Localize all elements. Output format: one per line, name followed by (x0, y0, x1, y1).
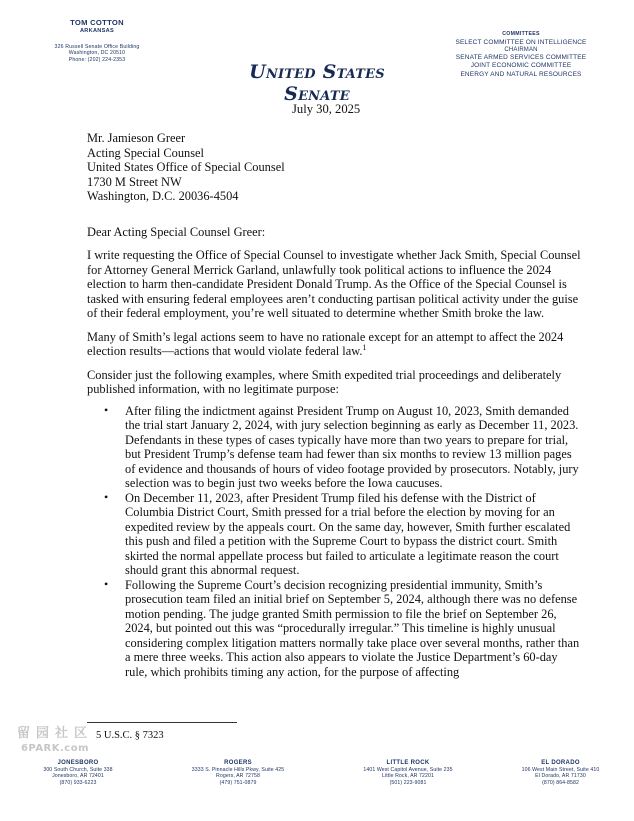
watermark-site: 6PARK.com (20, 743, 90, 754)
list-item (87, 578, 581, 680)
office-address: 300 South Church, Suite 338 (43, 767, 113, 773)
office-phone: (479) 751-0879 (219, 779, 257, 786)
examples-list (87, 404, 581, 680)
committee-item: ENERGY AND NATURAL RESOURCES (460, 70, 582, 78)
committee-item: JOINT ECONOMIC COMMITTEE (470, 62, 572, 70)
senator-state: ARKANSAS (79, 28, 115, 34)
office-city-state: Jonesboro, AR 72401 (52, 773, 104, 780)
letter-date: July 30, 2025 (292, 102, 361, 116)
paragraph (87, 330, 581, 359)
list-item-text: After filing the indictment against President Trump on August 10, 2023, Smith demanded the trial start January 2, 2024, with jury selection beginning as early as December 11, 2023. Defendants in these types of cases typically have more than two years to prepare for trial, but President Trump’s defense team had fewer than six months to review 13 million pages of evidence and thousands of hours of video footage provided by prosecutors. Notably, jury selection was to begin just two weeks before the Iowa caucuses. (125, 403, 579, 490)
sender-address-line: Washington, DC 20510 (68, 50, 126, 57)
office-jonesboro (18, 760, 138, 786)
committee-role: CHAIRMAN (504, 46, 538, 53)
committees-block (426, 31, 616, 79)
bullet-icon: • (104, 402, 109, 417)
committee-item: SENATE ARMED SERVICES COMMITTEE (455, 54, 587, 62)
office-address: 1401 West Capitol Avenue, Suite 235 (363, 767, 453, 773)
office-rogers (168, 760, 308, 786)
footnote-divider (87, 722, 237, 723)
office-address: 3333 S. Pinnacle Hills Pkwy, Suite 425 (191, 767, 285, 773)
office-little-rock (338, 760, 478, 786)
office-city: EL DORADO (541, 760, 580, 766)
paragraph-text: Many of Smith’s legal actions seem to have no rationale except for an attempt to affect the 2024 election results—actions that would violate federal law. (87, 329, 564, 358)
list-item (87, 404, 581, 491)
list-item-text: On December 11, 2023, after President Trump filed his defense with the District of Columbia District Court, Smith pressed for a trial before the election by moving for an expedited review by the appeals court. On the same day, however, Smith further escalated this push and filed a petition with the Supreme Court to bypass the district court. Smith skirted the normal appellate process but failed to articulate a legitimate reason the court should grant this abnormal request. (125, 490, 571, 577)
office-el-dorado (503, 760, 618, 786)
list-item-text: Following the Supreme Court’s decision recognizing presidential immunity, Smith’s prosecution team filed an initial brief on September 5, 2024, although there was no defense motion pending. The judge granted Smith permission to file the brief on September 26, 2024, but pointed out this was “procedurally irregular.” This timeline is highly unusual considering complex litigation matters normally take place over several months, rather than a mere three weeks. This action also appears to violate the Justice Department’s 60-day rule, which prohibits timing any action, for the purpose of affecting (125, 577, 580, 679)
sender-block (22, 18, 172, 63)
paragraph: I write requesting the Office of Special Counsel to investigate whether Jack Smith, Special Counsel for Attorney General Merrick Garland, unlawfully took political actions to influence the 2024 election to harm then-candidate President Donald Trump. As the Office of the Special Counsel is tasked with ensuring federal employees aren’t conducting partisan political activity under the guise of their federal employment, you’re well situated to determine whether Smith broke the law. (87, 248, 581, 320)
list-item (87, 491, 581, 578)
office-city: JONESBORO (57, 760, 99, 766)
salutation: Dear Acting Special Counsel Greer: (87, 224, 266, 239)
watermark-text: 留园社区 (16, 726, 93, 741)
office-city-state: Rogers, AR 72758 (216, 773, 260, 780)
addressee-line: 1730 M Street NW (87, 174, 182, 189)
office-city: LITTLE ROCK (386, 760, 430, 766)
senator-name: TOM COTTON (70, 18, 124, 27)
addressee-line: Washington, D.C. 20036-4504 (87, 189, 239, 203)
committees-header: COMMITTEES (502, 31, 540, 37)
bullet-icon: • (104, 576, 109, 591)
office-phone: (870) 933-6223 (59, 779, 97, 786)
senate-masthead: United States Senate (249, 61, 385, 105)
footnote-reference: 1 (362, 342, 367, 352)
addressee-line: Acting Special Counsel (87, 145, 205, 160)
paragraph: Consider just the following examples, where Smith expedited trial proceedings and deliberately published information, with no legitimate purpose: (87, 367, 562, 396)
committee-item: SELECT COMMITTEE ON INTELLIGENCE (455, 38, 587, 46)
addressee-line: Mr. Jamieson Greer (87, 131, 186, 145)
sender-address (22, 44, 172, 63)
addressee-line: United States Office of Special Counsel (87, 160, 285, 174)
office-city: ROGERS (224, 760, 252, 766)
office-footer (18, 760, 618, 800)
letter-body (87, 131, 581, 679)
office-phone: (870) 864-8582 (542, 779, 579, 786)
sender-address-line: 326 Russell Senate Office Building (54, 44, 140, 50)
addressee-block (87, 131, 581, 204)
office-city-state: Little Rock, AR 72201 (382, 773, 434, 780)
bullet-icon: • (104, 489, 109, 504)
sender-phone: Phone: (202) 224-2353 (68, 56, 126, 63)
office-phone: (501) 223-9081 (389, 779, 427, 786)
office-address: 106 West Main Street, Suite 410 (521, 767, 600, 773)
footnote: 5 U.S.C. § 7323 (96, 730, 164, 741)
office-city-state: El Dorado, AR 71730 (535, 773, 586, 780)
site-watermark (10, 722, 100, 754)
